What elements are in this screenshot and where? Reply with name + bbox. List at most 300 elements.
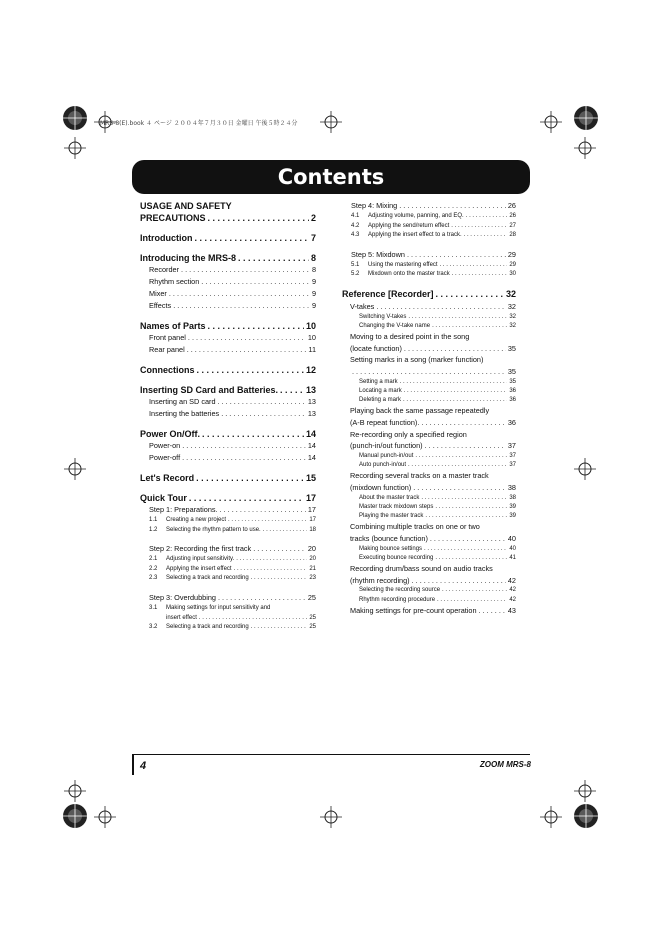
toc-entry[interactable] [140,264,316,276]
toc-entry-title: Making bounce settings [359,545,423,552]
toc-entry[interactable] [342,270,516,280]
toc-entry-page: 26 [507,201,516,210]
toc-entry[interactable] [140,200,316,212]
toc-entry-title: Moving to a desired point in the song [350,332,470,342]
toc-entry-title: Power-on [149,441,181,450]
toc-entry-page: 42 [507,575,516,585]
toc-entry[interactable] [140,592,316,604]
toc-entry-page: 25 [309,614,316,621]
dot-leader [251,574,308,584]
dot-leader [221,408,306,420]
toc-entry[interactable] [140,565,316,575]
toc-entry-page: 42 [509,587,516,594]
toc-entry-title: Locating a mark [359,387,402,394]
dot-leader [187,344,307,356]
toc-entry-page: 10 [307,333,316,342]
toc-entry-page: 20 [307,544,316,554]
toc-entry-title: USAGE AND SAFETY [140,201,232,211]
toc-entry-page: 25 [309,624,316,631]
toc-entry-page: 15 [305,473,316,483]
toc-entry-page: 35 [507,366,516,376]
toc-entry[interactable] [140,516,316,526]
print-header-note: MRS-8(E).book ４ ページ ２００４年７月３０日 金曜日 午後５時２４分 [100,120,298,127]
toc-entry-title: (A-B repeat function). [350,418,420,428]
toc-entry-page: 14 [307,453,316,462]
toc-entry[interactable] [140,504,316,516]
toc-left-column [140,200,316,633]
toc-entry-title: Adjusting volume, panning, and EQ. [368,213,464,219]
toc-entry[interactable] [140,555,316,565]
spacer [140,356,316,364]
footer-marker [132,755,134,775]
toc-entry-page: 7 [310,233,316,243]
dot-leader [236,555,307,565]
toc-entry-title: Playing back the same passage repeatedly [350,406,490,416]
spacer [342,280,516,288]
toc-entry[interactable] [342,366,516,378]
toc-entry[interactable] [140,472,316,484]
toc-entry-page: 11 [308,345,316,354]
toc-entry[interactable] [140,300,316,312]
dot-leader [182,440,306,452]
dot-leader [440,261,508,271]
dot-leader [196,472,304,484]
dot-leader [253,543,306,555]
dot-leader [202,428,304,440]
toc-entry-page: 9 [311,289,316,298]
toc-entry-page: 13 [307,409,316,418]
toc-entry[interactable] [342,343,516,355]
dot-leader [435,554,507,563]
toc-entry-title: PRECAUTIONS [140,213,206,223]
toc-entry[interactable] [140,288,316,300]
toc-entry-title: Recorder [149,265,180,274]
toc-entry-title: Making settings for pre-count operation [350,606,477,616]
page-title: Contents [277,165,385,189]
toc-entry-title: Adjusting input sensitivity. [166,556,235,563]
toc-entry-title: Let's Record [140,473,195,483]
toc-entry[interactable] [342,586,516,595]
dot-leader [430,533,506,545]
toc-entry-title: Rear panel [149,345,185,354]
toc-entry-number: 4.3 [351,232,360,239]
toc-entry-page: 27 [509,222,516,229]
toc-entry-title: Using the mastering effect [368,261,438,268]
toc-right-column [342,200,516,617]
toc-entry-title: Deleting a mark [359,397,402,404]
toc-entry[interactable] [342,288,516,301]
toc-entry[interactable] [342,563,516,575]
dot-leader [399,200,506,212]
toc-entry[interactable] [140,440,316,452]
dot-leader [181,264,310,276]
toc-entry-page: 2 [310,213,316,223]
toc-entry[interactable] [342,378,516,387]
dot-leader [466,212,508,222]
page-number: 4 [140,760,147,772]
toc-entry-number: 2.3 [149,575,158,582]
toc-entry-page: 41 [509,554,516,561]
toc-entry[interactable] [140,396,316,408]
toc-entry[interactable] [140,428,316,440]
toc-entry-title: Combining multiple tracks on one or two [350,522,480,532]
dot-leader [421,417,506,429]
dot-leader [251,623,308,633]
toc-entry-title: Setting marks in a song (marker function) [350,355,484,365]
dot-leader [208,320,304,332]
toc-entry-page: 35 [507,343,516,353]
toc-entry-page: 40 [507,534,516,544]
toc-entry[interactable] [140,344,316,356]
toc-entry-page: 42 [509,596,516,603]
registration-mark-top-right [572,104,600,132]
toc-entry-title: Setting a mark [359,378,398,385]
crosshair-mark-upper-right [574,137,596,159]
dot-leader [189,492,304,504]
toc-entry-title: Auto punch-in/out [359,462,407,469]
toc-entry-number: 2.2 [149,565,158,572]
footer-rule [132,754,530,755]
toc-entry-page: 21 [309,565,316,572]
toc-entry-page: 36 [509,397,516,404]
toc-entry[interactable] [342,575,516,587]
toc-entry-page: 30 [509,271,516,278]
dot-leader [220,504,306,516]
crosshair-mark-bottom-right [540,806,562,828]
toc-entry-title: Mixer [149,289,167,298]
toc-entry[interactable] [140,364,316,376]
dot-leader [413,482,506,494]
dot-leader [408,461,507,470]
toc-entry[interactable] [342,605,516,617]
crosshair-mark-lower-right [574,780,596,802]
toc-entry-number: 2.1 [149,556,158,563]
toc-entry-page: 18 [309,526,316,533]
toc-entry[interactable] [342,331,516,343]
toc-entry-title: tracks (bounce function) [350,534,428,544]
toc-entry-title: Front panel [149,333,186,342]
registration-mark-bottom-right [572,802,600,830]
toc-entry-title: Recording drum/bass sound on audio tracks [350,564,493,574]
crosshair-mark-mid-left [64,458,86,480]
toc-entry[interactable] [140,543,316,555]
toc-entry-page: 8 [310,253,316,263]
toc-entry-title: (punch-in/out function) [350,441,423,451]
toc-entry-title: Mixdown onto the master track [368,271,450,278]
toc-entry-page: 39 [509,503,516,510]
toc-entry[interactable] [140,604,316,614]
dot-leader [197,364,304,376]
toc-entry-title: Step 3: Overdubbing [149,592,216,602]
crosshair-mark-top-center [320,111,342,133]
dot-leader [425,512,507,521]
toc-entry[interactable] [140,332,316,344]
dot-leader [182,452,306,464]
toc-entry[interactable] [342,200,516,212]
crosshair-mark-bottom-left [94,806,116,828]
toc-entry-title: Playing the master track [359,513,424,520]
toc-entry-title: Reference [Recorder] [342,288,434,299]
toc-entry[interactable] [342,494,516,503]
toc-entry[interactable] [342,354,516,366]
toc-entry-title: Effects [149,301,172,310]
toc-entry[interactable] [342,249,516,261]
toc-entry-title: Rhythm section [149,277,200,286]
toc-entry-page: 43 [507,606,516,616]
dot-leader [432,322,507,331]
toc-entry-page: 38 [507,482,516,492]
dot-leader [263,526,308,536]
footer-brand: ZOOM MRS-8 [479,760,531,769]
toc-entry-page: 9 [311,277,316,286]
toc-entry[interactable] [140,492,316,504]
dot-leader [437,596,507,605]
toc-entry-title: Applying the send/return effect [368,222,450,229]
toc-entry-page: 37 [509,452,516,459]
toc-entry-page: 28 [509,232,516,239]
spacer [140,224,316,232]
dot-leader [195,232,309,244]
dot-leader [352,366,506,378]
toc-entry-title: (mixdown function) [350,482,412,492]
toc-entry-page: 17 [307,505,316,514]
toc-entry[interactable] [140,614,316,624]
toc-entry-title: Step 5: Mixdown [351,249,405,259]
dot-leader [218,592,306,604]
dot-leader [425,440,506,452]
toc-entry[interactable] [342,396,516,405]
toc-entry-title: Applying the insert effect [166,565,232,572]
toc-entry[interactable] [342,554,516,563]
toc-entry-title: Power On/Off. [140,429,201,439]
toc-entry[interactable] [342,322,516,331]
crosshair-mark-upper-left [64,137,86,159]
registration-mark-top-left [61,104,89,132]
toc-entry-page: 9 [311,301,316,310]
dot-leader [442,586,507,595]
toc-entry-page: 10 [305,321,316,331]
toc-entry-title: About the master track [359,494,420,501]
toc-entry-page: 25 [307,592,316,602]
toc-entry-number: 5.2 [351,271,360,278]
toc-entry[interactable] [342,417,516,429]
toc-entry-page: 29 [509,261,516,268]
dot-leader [201,276,310,288]
toc-entry-number: 3.1 [149,604,158,611]
toc-entry-number: 5.1 [351,261,360,268]
toc-entry-page: 32 [509,313,516,320]
toc-entry-page: 13 [305,385,316,395]
spacer [140,484,316,492]
toc-entry-number: 3.2 [149,624,158,631]
dot-leader [400,378,508,387]
dot-leader [228,516,307,526]
toc-entry-page: 29 [507,249,516,259]
spacer [140,312,316,320]
toc-entry[interactable] [140,623,316,633]
toc-entry-title: Applying the insert effect to a track. [368,232,462,239]
dot-leader [408,313,507,322]
toc-entry-title: Making settings for input sensitivity and [166,604,271,611]
toc-entry-title: Step 2: Recording the first track [149,544,252,554]
toc-entry[interactable] [342,387,516,396]
title-banner [132,160,530,194]
toc-entry-page: 32 [509,322,516,329]
toc-entry-page: 8 [311,265,316,274]
dot-leader [479,605,506,617]
crosshair-mark-mid-right [574,458,596,480]
toc-entry[interactable] [342,545,516,554]
crosshair-mark-top-right [540,111,562,133]
toc-entry[interactable] [140,526,316,536]
toc-entry[interactable] [140,408,316,420]
toc-entry[interactable] [342,461,516,470]
toc-entry-number: 4.2 [351,222,360,229]
toc-entry-page: 39 [509,513,516,520]
dot-leader [169,288,310,300]
toc-entry-title: Power-off [149,453,181,462]
toc-entry[interactable] [140,212,316,224]
toc-entry[interactable] [342,301,516,313]
toc-entry[interactable] [140,232,316,244]
toc-entry-title: Connections [140,365,195,375]
toc-entry-title: (rhythm recording) [350,575,410,585]
toc-entry-page: 32 [505,288,516,299]
toc-entry-title: Creating a new project [166,517,227,523]
dot-leader [436,288,504,301]
dot-leader [238,252,309,264]
toc-entry-page: 14 [307,441,316,450]
toc-entry-title: Selecting a track and recording [166,624,249,631]
toc-entry-title: (locate function) [350,343,402,353]
spacer [140,535,316,543]
toc-entry-page: 17 [305,493,316,503]
dot-leader [403,396,507,405]
toc-entry-number: 1.2 [149,526,158,533]
toc-entry[interactable] [342,596,516,605]
toc-entry[interactable] [342,261,516,271]
toc-entry-title: Switching V-takes [359,313,407,320]
toc-entry-number: 4.1 [351,213,360,219]
toc-entry-title: Changing the V-take name [359,322,431,329]
toc-entry-title: Master track mixdown steps [359,503,434,510]
dot-leader [407,249,506,261]
dot-leader [451,222,507,232]
registration-mark-bottom-left [61,802,89,830]
dot-leader [188,332,306,344]
toc-entry-page: 13 [307,397,316,406]
toc-entry[interactable] [342,212,516,222]
toc-entry-page: 12 [305,365,316,375]
toc-entry-title: Selecting a track and recording [166,575,249,582]
dot-leader [218,396,306,408]
toc-entry[interactable] [342,231,516,241]
dot-leader [421,494,507,503]
dot-leader [234,565,308,575]
toc-entry-page: 26 [509,213,516,219]
toc-entry[interactable] [342,503,516,512]
dot-leader [173,300,310,312]
toc-entry-title: Executing bounce recording [359,554,434,561]
dot-leader [208,212,309,224]
toc-entry-title: Names of Parts [140,321,206,331]
toc-entry-page: 37 [507,441,516,451]
toc-entry-page: 17 [309,517,316,523]
toc-entry[interactable] [140,452,316,464]
dot-leader [415,452,507,461]
toc-entry[interactable] [342,429,516,441]
toc-entry[interactable] [342,405,516,417]
dot-leader [199,614,307,624]
toc-entry[interactable] [140,320,316,332]
toc-entry-title: Manual punch-in/out [359,452,414,459]
toc-entry[interactable] [140,384,316,396]
toc-entry[interactable] [342,470,516,482]
toc-entry[interactable] [342,440,516,452]
spacer [140,244,316,252]
toc-entry[interactable] [342,482,516,494]
toc-entry-title: Introducing the MRS-8 [140,253,236,263]
toc-entry-title: Inserting the batteries [149,409,220,418]
toc-entry[interactable] [342,452,516,461]
spacer [140,420,316,428]
toc-entry[interactable] [342,533,516,545]
dot-leader [412,575,506,587]
crosshair-mark-lower-left [64,780,86,802]
toc-entry[interactable] [342,222,516,232]
toc-entry-title: insert effect [166,614,197,621]
toc-entry-title: Step 4: Mixing [351,201,398,210]
toc-entry-title: Step 1: Preparations. [149,505,218,514]
dot-leader [376,301,506,313]
toc-entry[interactable] [342,512,516,521]
toc-entry-page: 37 [509,462,516,469]
toc-entry-number: 1.1 [149,517,158,523]
spacer [140,584,316,592]
toc-entry-title: Rhythm recording procedure [359,596,436,603]
toc-entry-title: Selecting the rhythm pattern to use. [166,526,261,533]
dot-leader [435,503,507,512]
toc-entry[interactable] [342,521,516,533]
toc-entry-title: Introduction [140,233,193,243]
toc-entry-title: Recording several tracks on a master track [350,471,489,481]
crosshair-mark-bottom-center [320,806,342,828]
dot-leader [404,343,506,355]
toc-entry[interactable] [140,574,316,584]
toc-entry-title: V-takes [350,301,375,311]
toc-entry[interactable] [140,276,316,288]
dot-leader [404,387,508,396]
toc-entry-page: 35 [509,378,516,385]
toc-entry-title: Inserting an SD card [149,397,216,406]
spacer [140,376,316,384]
toc-entry-page: 36 [507,418,516,428]
toc-entry-page: 14 [305,429,316,439]
toc-entry-page: 23 [309,575,316,582]
toc-entry-page: 40 [509,545,516,552]
toc-entry-title: Inserting SD Card and Batteries. [140,385,279,395]
toc-entry[interactable] [342,313,516,322]
toc-entry-page: 20 [309,556,316,563]
dot-leader [452,270,508,280]
toc-entry-page: 38 [509,494,516,501]
toc-entry-title: Quick Tour [140,493,187,503]
dot-leader [464,231,508,241]
toc-entry-page: 32 [507,301,516,311]
toc-entry[interactable] [140,252,316,264]
dot-leader [424,545,507,554]
toc-entry-title: Selecting the recording source [359,587,441,594]
